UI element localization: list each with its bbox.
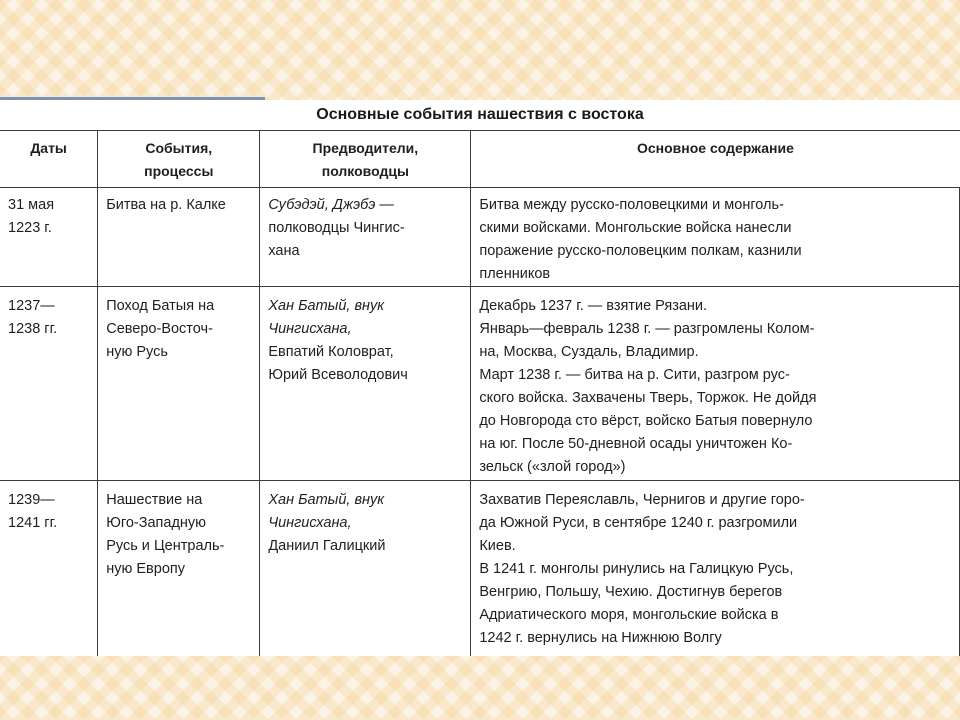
table-row — [0, 188, 960, 287]
row-date: 1239— 1241 гг. — [0, 481, 98, 657]
row-date: 1237— 1238 гг. — [0, 287, 98, 481]
row-content: Битва между русско-половецкими и монголь- скими войсками. Монгольские войска нанесли поражение русско-половецким полкам, казнили пленников — [471, 188, 960, 287]
row-content: Захватив Переяславль, Чернигов и другие горо- да Южной Руси, в сентябре 1240 г. разгромили Киев. В 1241 г. монголы ринулись на Галицкую Русь, Венгрию, Польшу, Чехию. Достигнув берегов Адриатического моря, монгольские войска в 1242 г. вернулись на Нижнюю Волгу — [471, 481, 960, 657]
header-content: Основное содержание — [471, 131, 960, 188]
header-row — [0, 131, 960, 188]
table-row — [0, 287, 960, 481]
row-leaders: Хан Батый, внук Чингисхана, Евпатий Коловрат, Юрий Всеволодович — [260, 287, 471, 481]
row-date: 31 мая 1223 г. — [0, 188, 98, 287]
table-row — [0, 481, 960, 657]
table-title: Основные события нашествия с востока — [316, 106, 644, 123]
row-event: Битва на р. Калке — [98, 188, 260, 287]
header-events: События, процессы — [98, 131, 260, 188]
row-event: Поход Батыя на Северо-Восточ- ную Русь — [98, 287, 260, 481]
events-table — [0, 130, 960, 656]
scanned-page — [0, 100, 960, 656]
row-leaders: Хан Батый, внук Чингисхана, Даниил Галицкий — [260, 481, 471, 657]
header-leaders: Предводители, полководцы — [260, 131, 471, 188]
row-content: Декабрь 1237 г. — взятие Рязани. Январь—февраль 1238 г. — разгромлены Колом- на, Москва, Суздаль, Владимир. Март 1238 г. — битва на р. Сити, разгром рус- ского войска. Захвачены Тверь, Торжок. Не дойдя до Новгорода сто вёрст, войско Батыя повернуло на юг. После 50-дневной осады уничтожен Ко- зельск («злой город») — [471, 287, 960, 481]
header-dates: Даты — [0, 131, 98, 188]
row-leaders: Субэдэй, Джэбэ — полководцы Чингис- хана — [260, 188, 471, 287]
row-event: Нашествие на Юго-Западную Русь и Централь- ную Европу — [98, 481, 260, 657]
